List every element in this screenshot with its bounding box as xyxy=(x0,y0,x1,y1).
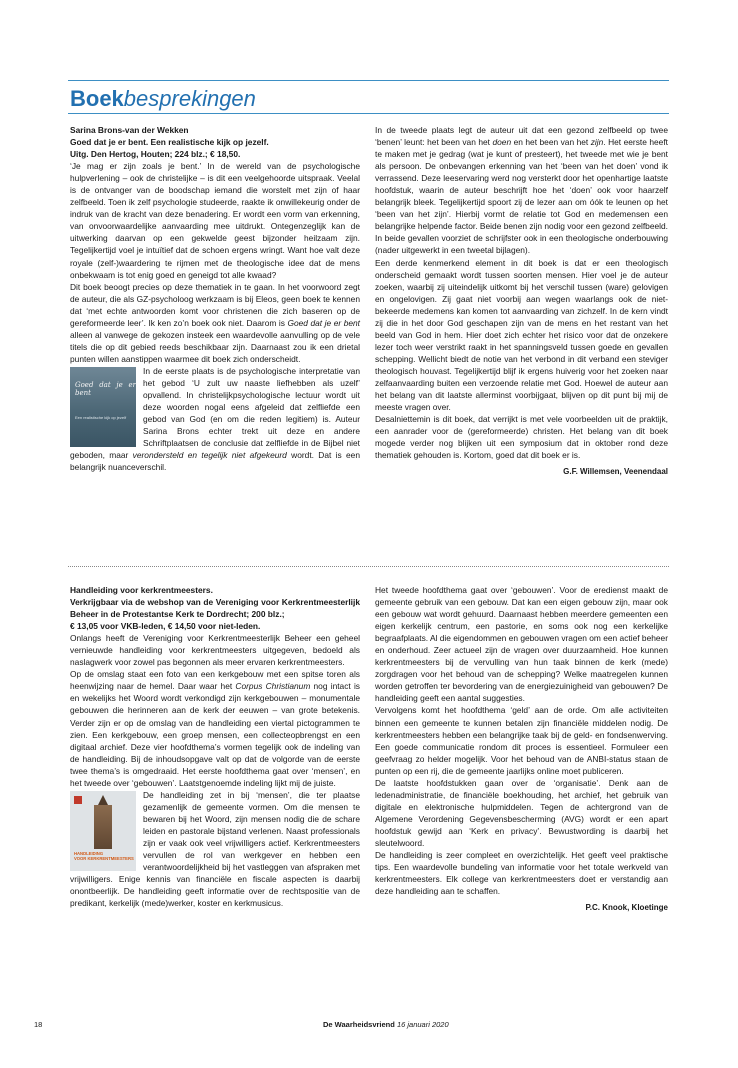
review2-paragraph: Vervolgens komt het hoofdthema ‘geld’ aan de orde. Om alle activiteiten binnen een gemeente te kunnen betalen zijn financiële middelen nodig. De kerkrentmeesters hebben een belangrijke taak bij de geld- en fondsenwerving. Een goede communicatie rondom dit proces is essentieel. Formuleer een geefvraag zo helder mogelijk. Voor het behoud van de ANBI-status staan de punten op een rij, die de gemeente jaarlijks online moet publiceren. xyxy=(375,705,668,776)
review2-paragraph: Op de omslag staat een foto van een kerkgebouw met een spitse toren als heenwijzing naar de hemel. Daar waar het Corpus Christianum nog intact is en wekelijks het Woord wordt verkondigd zijn kerkgebouwen – monumentale gebouwen die herinneren aan de kerk der eeuwen – van grote betekenis. Verder zijn er op de omslag van de handleiding een viertal pictogrammen te zien. Een kerkgebouw, een groep mensen, een collecteopbrengst en een digitaal archief. Deze vier hoofdthema’s vormen tegelijk ook de indeling van de handleiding. Bij de inhoudsopgave valt op dat de volgorde van de eerste twee thema’s is omgedraaid. Het eerste hoofdthema gaat over ‘mensen’, en het tweede over ‘gebouwen’. Laatstgenoemde indeling lijkt mij de juiste. xyxy=(70,669,360,788)
review2-paragraph: De handleiding is zeer compleet en overzichtelijk. Het geeft veel praktische tips. Een waardevolle bundeling van informatie voor het totale werkveld van kerkrentmeesters. Elk college van kerkrentmeesters doet er verstandig aan deze handleiding aan te schaffen. xyxy=(375,850,668,897)
review2-signature: P.C. Knook, Kloetinge xyxy=(585,903,668,913)
review1-publisher: Uitg. Den Hertog, Houten; 224 blz.; € 18,50. xyxy=(70,149,241,160)
review2-column-right xyxy=(375,584,668,914)
vkb-logo-icon xyxy=(74,796,82,804)
review1-author: Sarina Brons-van der Wekken xyxy=(70,125,189,135)
review2-column-left xyxy=(70,584,360,909)
section-heading: Boekbesprekingen xyxy=(70,86,256,111)
header-rule-bottom xyxy=(68,113,669,114)
review2-info: Verkrijgbaar via de webshop van de Vereniging voor Kerkrentmeesterlijk Beheer in de Protestantse Kerk te Dordrecht; 200 blz.; xyxy=(70,597,360,620)
book-cover-image xyxy=(70,367,136,447)
review1-paragraph: In de tweede plaats legt de auteur uit dat een gezond zelfbeeld op twee ‘benen’ leunt: het been van het doen en het been van het zijn. Het eerste heeft te maken met je gedrag (wat je kunt of presteert), het tweede met wie je bent als persoon. De onbevangen erkenning van het ‘been van het doen’ vond ik verrassend. Deze leeservaring werd nog versterkt door het openhartige laatste hoofdstuk, waarin de auteur beschrijft hoe het ‘doen’ ook voor haarzelf belangrijk bleek. Tegelijkertijd spoort zij de lezer aan om óók te leunen op het ‘been van het zijn’. Hierbij vormt de relatie tot God en medemensen een belangrijke helpende factor. Beide benen zijn nodig voor een gezond zelfbeeld. In beide gevallen voorziet de schrijfster ook in een theologische onderbouwing (nader uitgewerkt in een tweetal bijlagen). xyxy=(375,125,668,256)
review2-paragraph: De laatste hoofdstukken gaan over de ‘organisatie’. Denk aan de ledenadministratie, de financiële boekhouding, het archief, het gebruik van digitale en elektronische hulpmiddelen. Tegen de achtergrond van de Algemene Verordening Gegevensbescherming (AVG) wordt er een apart hoofdstuk gewijd aan ‘Kerk en privacy’. Bewustwording is daarbij het sleutelwoord. xyxy=(375,777,668,848)
review2-paragraph: Onlangs heeft de Vereniging voor Kerkrentmeesterlijk Beheer een geheel vernieuwde handleiding voor kerkrentmeesters uitgegeven, bedoeld als naslagwerk voor zowel pas begonnen als meer ervaren kerkrentmeesters. xyxy=(70,633,360,668)
review1-paragraph: Een derde kenmerkend element in dit boek is dat er een theologisch onderscheid gemaakt wordt tussen soorten mensen. Hier voel je de auteur zoeken, waarbij zij uiteindelijk uitkomt bij het verschil tussen (ware) gelovigen en ongelovigen. Zij gaat niet voorbij aan wegen waarlangs ook de niet-bekeerde medemens kan komen tot aanvaarding van zichzelf. In de kern vindt zij die in het door God geschapen zijn van de mens en het restant van het beeld van God in hem. Hier doet zich echter het risico voor dat de onzekere lezer toch weer verstrikt raakt in het spanningsveld tussen goede en gevallen schepping. Wellicht biedt de notie van het verbond in dit verband een steviger theologisch houvast. Tegelijkertijd blijf ik ergens huiverig voor het zoeken naar zelfaanvaarding buiten een verzoende relatie met God. Hoewel de auteur aan het belang van dit laatste allerminst voorbijgaat, blijven op dit punt bij mij de meeste vragen over. xyxy=(375,257,668,413)
page-number: 18 xyxy=(34,1020,43,1029)
review1-column-left xyxy=(70,124,360,473)
handbook-cover-title: HANDLEIDING VOOR KERKRENTMEESTERS xyxy=(74,850,134,861)
book-cover-title: Goed dat je er bent xyxy=(75,380,136,397)
handbook-cover-image xyxy=(70,791,136,871)
book-cover-subtitle: Een realistische kijk op jezelf xyxy=(75,414,127,420)
review2-paragraph: HANDLEIDING VOOR KERKRENTMEESTERS De handleiding zet in bij ‘mensen’, die ter plaatse gezamenlijk de gemeente vormen. Om die mensen te bewaren bij het Woord, zijn mensen nodig die de schare leiden en pastorale bijstand verlenen. Naast professionals zijn er vaak ook veel vrijwilligers actief. Kerkrentmeesters vervullen de rol van werkgever en hebben een verantwoordelijkheid bij het vastleggen van afspraken met vrijwilligers. Enige kennis van financiële en fiscale aspecten is daarbij onontbeerlijk. De handleiding geeft informatie over de rechtspositie van de predikant, kerkelijk (mede)werker, koster en kerkmusicus. xyxy=(70,789,360,909)
review2-paragraph: Het tweede hoofdthema gaat over ‘gebouwen’. Voor de eredienst maakt de gemeente gebruik van een gebouw. Dat kan een eigen gebouw zijn, maar ook een gebouw wat wordt gehuurd. Daarnaast hebben meerdere gemeenten een eigen kerkelijk centrum, een pastorie, en soms ook nog een kerkelijke begraafplaats. Al die eigendommen en gebouwen vragen om een actief beheer en onderhoud. Zeer actueel zijn de vragen over duurzaamheid. Hoe kunnen kerkrentmeesters bij de vervulling van hun taak binnen de kerk (mede) zorgdragen voor het behoud van de schepping? Welke maatregelen kunnen worden getroffen ter bevordering van de energiezuinigheid van gebouwen? De handleiding geeft een aantal suggesties. xyxy=(375,585,668,704)
review1-signature: G.F. Willemsen, Veenendaal xyxy=(563,467,668,477)
review1-title: Goed dat je er bent. Een realistische kijk op jezelf. xyxy=(70,137,269,148)
footer-magazine: De Waarheidsvriend 16 januari 2020 xyxy=(323,1020,449,1029)
review1-paragraph: Desalniettemin is dit boek, dat verrijkt is met vele voorbeelden uit de praktijk, een aanrader voor de (gereformeerde) christen. Het belang van dit boek mogede verder nog blijken uit een symposium dat in oktober rond deze thematiek gehouden is. Kortom, goed dat dit boek er is. xyxy=(375,414,668,461)
review1-paragraph: Goed dat je er bent Een realistische kijk op jezelf In de eerste plaats is de psychologische interpretatie van het gebod ‘U zult uw naaste liefhebben als uzelf’ opvallend. In christelijkpsychologische lectuur wordt uit deze woorden nogal eens afgeleid dat zelfliefde een gebod van God (en om die reden legitiem) is. Auteur Sarina Brons echter trekt uit deze en andere Schriftplaatsen de conclusie dat zelfliefde in de Bijbel niet geboden, maar verondersteld en tegelijk niet afgekeurd wordt. Dat is een belangrijk nuanceverschil. xyxy=(70,365,360,473)
review2-price: € 13,05 voor VKB-leden, € 14,50 voor niet-leden. xyxy=(70,621,261,632)
review1-paragraph: Dit boek beoogt precies op deze thematiek in te gaan. In het voorwoord zegt de auteur, die als GZ-psycholoog werkzaam is bij Eleos, geen boek te kennen dat ‘met echte antwoorden komt voor christenen die zich baseren op de gereformeerde leer’. Ik ken zo’n boek ook niet. Daarom is Goed dat je er bent alleen al vanwege de gekozen insteek een waardevolle aanvulling op de vele titels die op dit gebied reeds beschikbaar zijn. Daarnaast zou ik een drietal punten willen aanstippen waarmee dit boek zich onderscheidt. xyxy=(70,281,361,364)
review1-column-right xyxy=(375,124,668,478)
review2-title: Handleiding voor kerkrentmeesters. xyxy=(70,585,213,595)
review1-paragraph: ‘Je mag er zijn zoals je bent.’ In de wereld van de psychologische hulpverlening – ook de christelijke – is dit een veelgehoorde uitspraak. Veelal is de ontvanger van de boodschap iemand die worstelt met zijn of haar zelfbeeld. Toen ik zelf psychologie studeerde, raakte ik onwillekeurig onder de indruk van de kracht van deze benadering. Er wordt een vorm van erkenning, van onvoorwaardelijke aanvaarding mee uitdrukt. Ontegenzeglijk kan de uitwerking daarvan op een gekwelde geest bijzonder heilzaam zijn. Tegelijkertijd voel je intuïtief dat de schoen ergens wringt. Want hoe valt deze royale (zelf-)waardering te rijmen met de theologische idee dat de mens onbekwaam is tot enig goed en geneigd tot alle kwaad? xyxy=(70,161,360,280)
header-rule-top xyxy=(68,80,669,81)
review-divider xyxy=(68,566,669,567)
church-icon xyxy=(94,805,112,849)
